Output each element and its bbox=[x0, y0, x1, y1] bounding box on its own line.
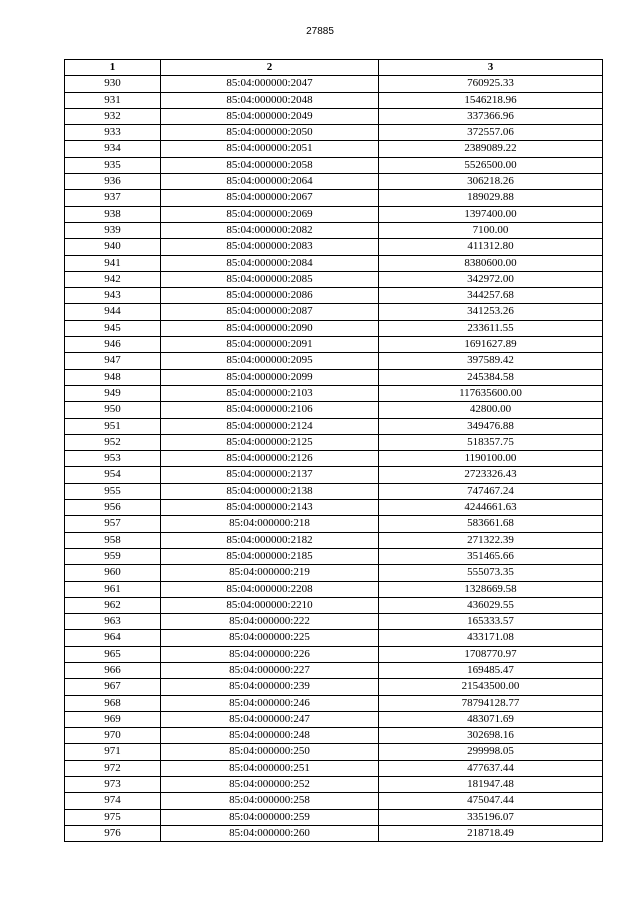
row-number-cell: 949 bbox=[65, 385, 161, 401]
cadastral-number-cell: 85:04:000000:2083 bbox=[161, 239, 379, 255]
table-row bbox=[65, 532, 603, 548]
row-number-cell: 970 bbox=[65, 728, 161, 744]
value-cell: 169485.47 bbox=[379, 662, 603, 678]
cadastral-number-cell: 85:04:000000:2058 bbox=[161, 157, 379, 173]
row-number-cell: 932 bbox=[65, 108, 161, 124]
row-number-cell: 933 bbox=[65, 125, 161, 141]
row-number-cell: 937 bbox=[65, 190, 161, 206]
table-row bbox=[65, 320, 603, 336]
cadastral-number-cell: 85:04:000000:2208 bbox=[161, 581, 379, 597]
cadastral-number-cell: 85:04:000000:2048 bbox=[161, 92, 379, 108]
table-row bbox=[65, 271, 603, 287]
value-cell: 342972.00 bbox=[379, 271, 603, 287]
row-number-cell: 931 bbox=[65, 92, 161, 108]
column-header-2: 2 bbox=[161, 60, 379, 76]
cadastral-number-cell: 85:04:000000:252 bbox=[161, 777, 379, 793]
cadastral-number-cell: 85:04:000000:250 bbox=[161, 744, 379, 760]
value-cell: 351465.66 bbox=[379, 548, 603, 564]
cadastral-number-cell: 85:04:000000:248 bbox=[161, 728, 379, 744]
column-header-1: 1 bbox=[65, 60, 161, 76]
row-number-cell: 930 bbox=[65, 76, 161, 92]
row-number-cell: 944 bbox=[65, 304, 161, 320]
table-row bbox=[65, 467, 603, 483]
table-row bbox=[65, 565, 603, 581]
value-cell: 8380600.00 bbox=[379, 255, 603, 271]
value-cell: 21543500.00 bbox=[379, 679, 603, 695]
table-row bbox=[65, 679, 603, 695]
value-cell: 411312.80 bbox=[379, 239, 603, 255]
cadastral-number-cell: 85:04:000000:225 bbox=[161, 630, 379, 646]
cadastral-number-cell: 85:04:000000:247 bbox=[161, 711, 379, 727]
row-number-cell: 967 bbox=[65, 679, 161, 695]
table-row bbox=[65, 451, 603, 467]
row-number-cell: 961 bbox=[65, 581, 161, 597]
value-cell: 2723326.43 bbox=[379, 467, 603, 483]
row-number-cell: 971 bbox=[65, 744, 161, 760]
value-cell: 335196.07 bbox=[379, 809, 603, 825]
value-cell: 271322.39 bbox=[379, 532, 603, 548]
table-row bbox=[65, 548, 603, 564]
table-row bbox=[65, 92, 603, 108]
row-number-cell: 951 bbox=[65, 418, 161, 434]
table-row bbox=[65, 662, 603, 678]
value-cell: 372557.06 bbox=[379, 125, 603, 141]
cadastral-number-cell: 85:04:000000:2210 bbox=[161, 597, 379, 613]
row-number-cell: 965 bbox=[65, 646, 161, 662]
value-cell: 165333.57 bbox=[379, 614, 603, 630]
row-number-cell: 963 bbox=[65, 614, 161, 630]
row-number-cell: 964 bbox=[65, 630, 161, 646]
row-number-cell: 941 bbox=[65, 255, 161, 271]
value-cell: 760925.33 bbox=[379, 76, 603, 92]
row-number-cell: 935 bbox=[65, 157, 161, 173]
table-row bbox=[65, 385, 603, 401]
value-cell: 189029.88 bbox=[379, 190, 603, 206]
cadastral-number-cell: 85:04:000000:2090 bbox=[161, 320, 379, 336]
table-row bbox=[65, 206, 603, 222]
cadastral-number-cell: 85:04:000000:226 bbox=[161, 646, 379, 662]
row-number-cell: 958 bbox=[65, 532, 161, 548]
table-row bbox=[65, 516, 603, 532]
cadastral-number-cell: 85:04:000000:260 bbox=[161, 825, 379, 841]
cadastral-number-cell: 85:04:000000:2050 bbox=[161, 125, 379, 141]
row-number-cell: 934 bbox=[65, 141, 161, 157]
table-row bbox=[65, 418, 603, 434]
value-cell: 1708770.97 bbox=[379, 646, 603, 662]
table-row bbox=[65, 288, 603, 304]
table-row bbox=[65, 646, 603, 662]
table-row bbox=[65, 695, 603, 711]
table-row bbox=[65, 744, 603, 760]
table-row bbox=[65, 239, 603, 255]
row-number-cell: 956 bbox=[65, 500, 161, 516]
data-table bbox=[64, 59, 603, 842]
value-cell: 1397400.00 bbox=[379, 206, 603, 222]
cadastral-number-cell: 85:04:000000:2143 bbox=[161, 500, 379, 516]
value-cell: 483071.69 bbox=[379, 711, 603, 727]
row-number-cell: 950 bbox=[65, 402, 161, 418]
table-row bbox=[65, 125, 603, 141]
value-cell: 7100.00 bbox=[379, 222, 603, 238]
value-cell: 4244661.63 bbox=[379, 500, 603, 516]
value-cell: 42800.00 bbox=[379, 402, 603, 418]
value-cell: 436029.55 bbox=[379, 597, 603, 613]
value-cell: 299998.05 bbox=[379, 744, 603, 760]
table-row bbox=[65, 777, 603, 793]
table-row bbox=[65, 614, 603, 630]
row-number-cell: 939 bbox=[65, 222, 161, 238]
row-number-cell: 968 bbox=[65, 695, 161, 711]
value-cell: 397589.42 bbox=[379, 353, 603, 369]
cadastral-number-cell: 85:04:000000:251 bbox=[161, 760, 379, 776]
row-number-cell: 952 bbox=[65, 434, 161, 450]
value-cell: 583661.68 bbox=[379, 516, 603, 532]
cadastral-number-cell: 85:04:000000:2106 bbox=[161, 402, 379, 418]
cadastral-number-cell: 85:04:000000:2067 bbox=[161, 190, 379, 206]
table-row bbox=[65, 157, 603, 173]
cadastral-number-cell: 85:04:000000:259 bbox=[161, 809, 379, 825]
table-row bbox=[65, 630, 603, 646]
cadastral-number-cell: 85:04:000000:2126 bbox=[161, 451, 379, 467]
column-header-3: 3 bbox=[379, 60, 603, 76]
row-number-cell: 940 bbox=[65, 239, 161, 255]
cadastral-number-cell: 85:04:000000:2138 bbox=[161, 483, 379, 499]
table-row bbox=[65, 597, 603, 613]
cadastral-number-cell: 85:04:000000:2085 bbox=[161, 271, 379, 287]
table-row bbox=[65, 255, 603, 271]
row-number-cell: 938 bbox=[65, 206, 161, 222]
table-row bbox=[65, 402, 603, 418]
value-cell: 341253.26 bbox=[379, 304, 603, 320]
row-number-cell: 947 bbox=[65, 353, 161, 369]
cadastral-number-cell: 85:04:000000:2049 bbox=[161, 108, 379, 124]
row-number-cell: 960 bbox=[65, 565, 161, 581]
table-body bbox=[65, 76, 603, 842]
value-cell: 181947.48 bbox=[379, 777, 603, 793]
table-row bbox=[65, 711, 603, 727]
value-cell: 1546218.96 bbox=[379, 92, 603, 108]
cadastral-number-cell: 85:04:000000:258 bbox=[161, 793, 379, 809]
table-row bbox=[65, 793, 603, 809]
value-cell: 5526500.00 bbox=[379, 157, 603, 173]
row-number-cell: 976 bbox=[65, 825, 161, 841]
row-number-cell: 942 bbox=[65, 271, 161, 287]
value-cell: 2389089.22 bbox=[379, 141, 603, 157]
value-cell: 302698.16 bbox=[379, 728, 603, 744]
value-cell: 218718.49 bbox=[379, 825, 603, 841]
row-number-cell: 954 bbox=[65, 467, 161, 483]
cadastral-number-cell: 85:04:000000:2099 bbox=[161, 369, 379, 385]
row-number-cell: 959 bbox=[65, 548, 161, 564]
value-cell: 1691627.89 bbox=[379, 337, 603, 353]
value-cell: 233611.55 bbox=[379, 320, 603, 336]
page-number: 27885 bbox=[306, 26, 334, 37]
value-cell: 344257.68 bbox=[379, 288, 603, 304]
table-row bbox=[65, 174, 603, 190]
cadastral-number-cell: 85:04:000000:2069 bbox=[161, 206, 379, 222]
table-row bbox=[65, 809, 603, 825]
table-row bbox=[65, 825, 603, 841]
cadastral-number-cell: 85:04:000000:218 bbox=[161, 516, 379, 532]
row-number-cell: 953 bbox=[65, 451, 161, 467]
value-cell: 306218.26 bbox=[379, 174, 603, 190]
cadastral-number-cell: 85:04:000000:246 bbox=[161, 695, 379, 711]
table-row bbox=[65, 108, 603, 124]
value-cell: 117635600.00 bbox=[379, 385, 603, 401]
row-number-cell: 948 bbox=[65, 369, 161, 385]
value-cell: 433171.08 bbox=[379, 630, 603, 646]
row-number-cell: 975 bbox=[65, 809, 161, 825]
row-number-cell: 957 bbox=[65, 516, 161, 532]
cadastral-number-cell: 85:04:000000:2103 bbox=[161, 385, 379, 401]
cadastral-number-cell: 85:04:000000:2087 bbox=[161, 304, 379, 320]
table-row bbox=[65, 222, 603, 238]
cadastral-number-cell: 85:04:000000:2095 bbox=[161, 353, 379, 369]
table-row bbox=[65, 483, 603, 499]
cadastral-number-cell: 85:04:000000:2084 bbox=[161, 255, 379, 271]
table-row bbox=[65, 369, 603, 385]
table-row bbox=[65, 728, 603, 744]
row-number-cell: 945 bbox=[65, 320, 161, 336]
value-cell: 477637.44 bbox=[379, 760, 603, 776]
table-row bbox=[65, 760, 603, 776]
cadastral-number-cell: 85:04:000000:2082 bbox=[161, 222, 379, 238]
table-row bbox=[65, 581, 603, 597]
cadastral-number-cell: 85:04:000000:2182 bbox=[161, 532, 379, 548]
cadastral-number-cell: 85:04:000000:222 bbox=[161, 614, 379, 630]
table-row bbox=[65, 141, 603, 157]
row-number-cell: 955 bbox=[65, 483, 161, 499]
row-number-cell: 974 bbox=[65, 793, 161, 809]
row-number-cell: 936 bbox=[65, 174, 161, 190]
value-cell: 245384.58 bbox=[379, 369, 603, 385]
cadastral-number-cell: 85:04:000000:2125 bbox=[161, 434, 379, 450]
cadastral-number-cell: 85:04:000000:2047 bbox=[161, 76, 379, 92]
table-row bbox=[65, 304, 603, 320]
table-header-row bbox=[65, 60, 603, 76]
cadastral-number-cell: 85:04:000000:2137 bbox=[161, 467, 379, 483]
table-row bbox=[65, 76, 603, 92]
table-row bbox=[65, 190, 603, 206]
table-row bbox=[65, 337, 603, 353]
value-cell: 475047.44 bbox=[379, 793, 603, 809]
row-number-cell: 962 bbox=[65, 597, 161, 613]
row-number-cell: 972 bbox=[65, 760, 161, 776]
cadastral-number-cell: 85:04:000000:2064 bbox=[161, 174, 379, 190]
cadastral-number-cell: 85:04:000000:2091 bbox=[161, 337, 379, 353]
cadastral-number-cell: 85:04:000000:239 bbox=[161, 679, 379, 695]
cadastral-number-cell: 85:04:000000:2051 bbox=[161, 141, 379, 157]
cadastral-number-cell: 85:04:000000:219 bbox=[161, 565, 379, 581]
table-row bbox=[65, 434, 603, 450]
value-cell: 518357.75 bbox=[379, 434, 603, 450]
cadastral-number-cell: 85:04:000000:227 bbox=[161, 662, 379, 678]
value-cell: 349476.88 bbox=[379, 418, 603, 434]
row-number-cell: 946 bbox=[65, 337, 161, 353]
cadastral-number-cell: 85:04:000000:2086 bbox=[161, 288, 379, 304]
table-row bbox=[65, 500, 603, 516]
cadastral-number-cell: 85:04:000000:2185 bbox=[161, 548, 379, 564]
value-cell: 337366.96 bbox=[379, 108, 603, 124]
value-cell: 78794128.77 bbox=[379, 695, 603, 711]
value-cell: 1328669.58 bbox=[379, 581, 603, 597]
table-row bbox=[65, 353, 603, 369]
cadastral-number-cell: 85:04:000000:2124 bbox=[161, 418, 379, 434]
value-cell: 1190100.00 bbox=[379, 451, 603, 467]
row-number-cell: 973 bbox=[65, 777, 161, 793]
value-cell: 747467.24 bbox=[379, 483, 603, 499]
value-cell: 555073.35 bbox=[379, 565, 603, 581]
row-number-cell: 966 bbox=[65, 662, 161, 678]
row-number-cell: 943 bbox=[65, 288, 161, 304]
row-number-cell: 969 bbox=[65, 711, 161, 727]
